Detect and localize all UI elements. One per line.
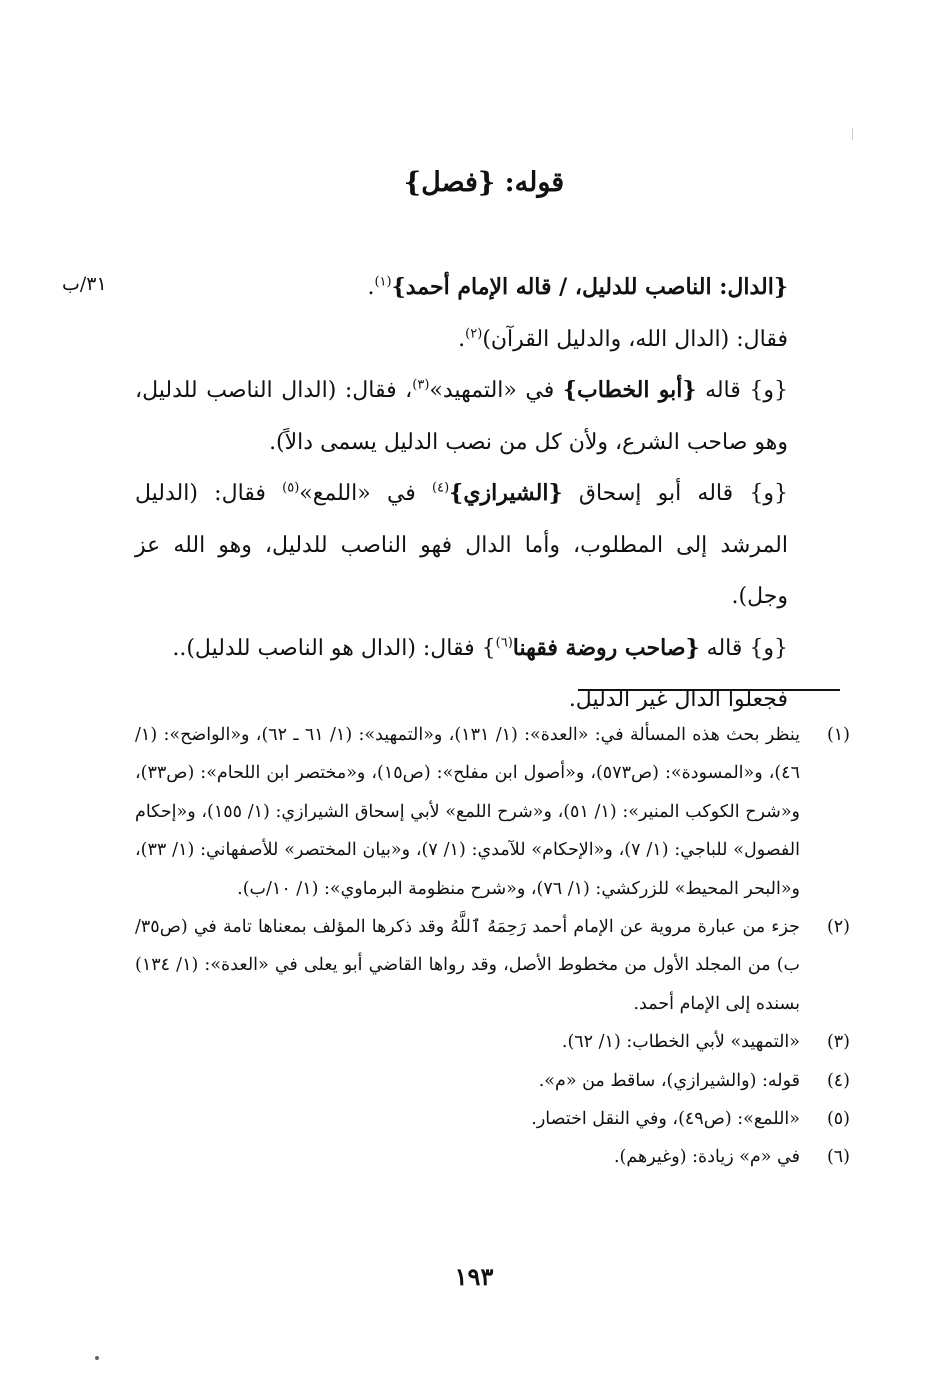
commentary-text: فقال: (الدليل المرشد إلى المطلوب، وأما الدال فهو الناصب للدليل، وهو الله عز وجل).: [135, 481, 788, 609]
footnote-text: جزء من عبارة مروية عن الإمام أحمد رَحِمَهُ ٱللَّهُ وقد ذكرها المؤلف بمعناها تامة في (ص٣٥/ب) من المجلد الأول من مخطوط الأصل، وقد رواها القاضي أبو يعلى في «العدة»: (١/ ١٣٤) بسنده إلى الإمام أحمد.: [135, 917, 801, 1014]
footnote-number: (٥): [826, 1109, 850, 1130]
scan-speck: [95, 1356, 99, 1360]
main-text: [135, 262, 840, 726]
footnote-number: (٦): [826, 1147, 850, 1168]
page-number: ١٩٣: [454, 1262, 494, 1291]
footnote-ref: (٥): [282, 480, 300, 496]
section-heading: قوله: {فصل}: [403, 167, 565, 198]
footnote-ref: (٦): [495, 635, 513, 651]
commentary-text: فجعلوا الدال غير الدليل.: [568, 687, 788, 712]
footnote-text: «التمهيد» لأبي الخطاب: (١/ ٦٢).: [561, 1032, 800, 1053]
matn-text: {الشيرازي}: [449, 480, 563, 506]
commentary-text: } فقال: (الدال هو الناصب للدليل)..: [172, 635, 496, 661]
commentary-text: ، فقال: (الدال الناصب للدليل، وهو صاحب الشرع، ولأن كل من نصب الدليل يسمى دالاً).: [135, 378, 788, 455]
scan-mark: [852, 128, 853, 140]
footnote: [135, 1100, 850, 1138]
matn-text: {صاحب روضة فقهنا: [512, 634, 700, 661]
commentary-text: .: [367, 275, 375, 300]
commentary-text: فقال: (الدال الله، والدليل القرآن): [482, 326, 788, 352]
body-paragraph: [135, 262, 840, 314]
body-paragraph: [135, 468, 840, 623]
footnote-ref: (٤): [432, 480, 450, 496]
body-paragraph: [135, 623, 840, 675]
footnote-ref: (١): [374, 274, 392, 290]
footnote-text: في «م» زيادة: (وغيرهم).: [613, 1147, 800, 1168]
manuscript-folio-note: ٣١/ب: [62, 273, 107, 295]
commentary-text: {و} قاله أبو إسحاق: [562, 481, 788, 506]
commentary-text: {و} قاله: [696, 378, 788, 403]
footnote: [135, 908, 850, 1023]
body-paragraph: [135, 365, 840, 468]
footnote: [135, 716, 850, 908]
footnote-text: ينظر بحث هذه المسألة في: «العدة»: (١/ ١٣١)، و«التمهيد»: (١/ ٦١ ـ ٦٢)، و«الواضح»: (١/ ٤٦)، و«المسودة»: (ص٥٧٣)، و«أصول ابن مفلح»: (ص١٥)، و«مختصر ابن اللحام»: (ص٣٣)، و«شرح الكوكب المنير»: (١/ ٥١)، و«شرح اللمع» لأبي إسحاق الشيرازي: (١/ ١٥٥)، و«إحكام الفصول» للباجي: (١/ ٧)، و«الإحكام» للآمدي: (١/ ٧)، و«بيان المختصر» للأصفهاني: (١/ ٣٣)، و«البحر المحيط» للزركشي: (١/ ٧٦)، و«شرح منظومة البرماوي»: (١/ ١٠/ب).: [135, 725, 800, 899]
commentary-text: {و} قاله: [699, 635, 788, 661]
footnote-ref: (٣): [412, 377, 430, 393]
footnote-separator: [578, 689, 840, 691]
commentary-text: .: [458, 326, 466, 352]
footnote: [135, 1023, 850, 1061]
matn-text: {الدال: الناصب للدليل، / قاله الإمام أحمد}: [391, 274, 788, 300]
matn-text: {أبو الخطاب}: [562, 377, 697, 403]
footnote-number: (٢): [826, 917, 850, 938]
footnote: [135, 1062, 850, 1100]
footnote-text: قوله: (والشيرازي)، ساقط من «م».: [538, 1070, 800, 1091]
footnote-ref: (٢): [465, 326, 483, 342]
commentary-text: في «التمهيد»: [429, 378, 563, 403]
footnote: [135, 1138, 850, 1176]
body-paragraph: [135, 314, 840, 366]
footnote-text: «اللمع»: (ص٤٩)، وفي النقل اختصار.: [531, 1109, 800, 1130]
footnote-number: (٣): [826, 1032, 850, 1053]
footnote-number: (١): [826, 725, 850, 745]
footnotes-section: [135, 716, 850, 1177]
commentary-text: في «اللمع»: [299, 481, 433, 506]
footnote-number: (٤): [826, 1070, 850, 1091]
